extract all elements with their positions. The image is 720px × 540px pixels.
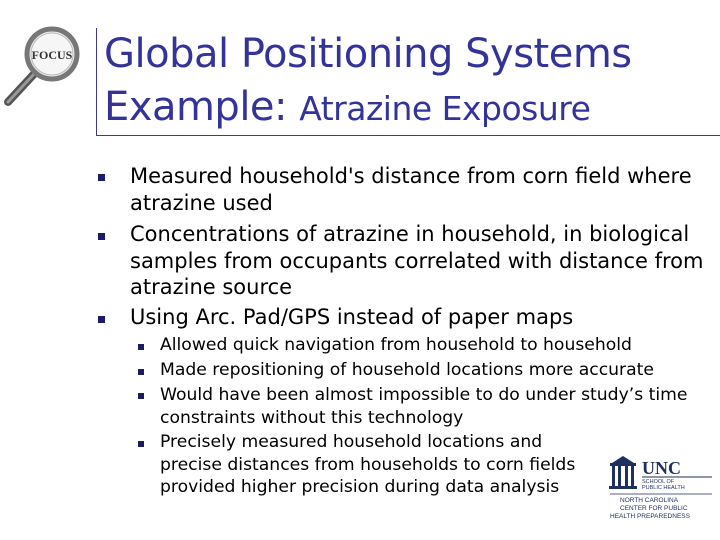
unc-public-health-logo: [604, 455, 716, 521]
bullet-3: Using Arc. Pad/GPS instead of paper maps: [130, 305, 574, 329]
bullet-1: Measured household's distance from corn field where atrazine used: [130, 164, 692, 215]
bullet-marker: [98, 174, 105, 181]
bullet-marker: [98, 316, 105, 323]
slide-title: [104, 28, 714, 135]
svg-text:NORTH CAROLINA: NORTH CAROLINA: [620, 497, 679, 504]
sub-bullet-4: Precisely measured household locations and precise distances from households to corn fields provided higher precision during data analysis: [160, 432, 576, 497]
svg-text:SCHOOL OF: SCHOOL OF: [642, 479, 675, 485]
focus-magnifier-logo: [2, 18, 92, 108]
sub-bullet-marker: [138, 344, 144, 350]
sub-bullet-marker: [138, 369, 144, 375]
sub-bullet-2: Made repositioning of household locations more accurate: [160, 360, 654, 380]
sub-bullet-marker: [138, 393, 144, 399]
title-line-2: [104, 81, 714, 135]
bullet-2: Concentrations of atrazine in household, in biological samples from occupants correlated with distance from atrazine source: [130, 222, 704, 299]
title-rule-horizontal: [96, 135, 720, 136]
sub-bullet-3: Would have been almost impossible to do under study’s time constraints without this technology: [160, 385, 688, 428]
svg-text:HEALTH PREPAREDNESS: HEALTH PREPAREDNESS: [610, 513, 690, 520]
sub-bullet-marker: [138, 441, 144, 447]
svg-text:CENTER FOR PUBLIC: CENTER FOR PUBLIC: [620, 505, 688, 512]
title-word-atrazine: Atrazine Exposure: [299, 89, 591, 128]
title-rule-vertical: [96, 28, 97, 136]
bullet-marker: [98, 233, 105, 240]
unc-text: UNC: [642, 458, 681, 478]
sub-bullet-1: Allowed quick navigation from household to household: [160, 335, 632, 355]
title-line-1: Global Positioning Systems: [104, 31, 632, 77]
svg-text:PUBLIC HEALTH: PUBLIC HEALTH: [642, 485, 685, 491]
focus-logo-text: FOCUS: [31, 48, 73, 62]
title-word-example: Example:: [104, 84, 288, 130]
